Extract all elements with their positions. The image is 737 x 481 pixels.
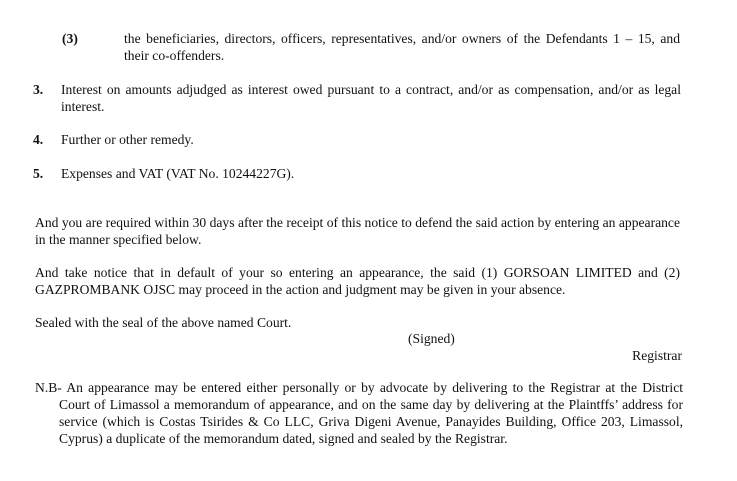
sub-item-number: (3) (62, 31, 78, 46)
item-4-text: Further or other remedy. (61, 132, 194, 147)
signed-mark: (Signed) (408, 331, 455, 346)
registrar-title: Registrar (632, 348, 682, 363)
item-5-number: 5. (33, 166, 44, 181)
sub-item-text: the beneficiaries, directors, officers, representatives, and/or owners of the Defendants 1 – 15, and their co-offenders. (124, 31, 680, 63)
default-paragraph: And take notice that in default of your so entering an appearance, the said (1) GORSOAN LIMITED and (2) GAZPROMBANK OJSC may proceed in the action and judgment may be given in your absence. (35, 265, 680, 297)
item-5-text: Expenses and VAT (VAT No. 10244227G). (61, 166, 295, 181)
sealed-paragraph: Sealed with the seal of the above named Court. (35, 315, 292, 330)
item-3-text: Interest on amounts adjudged as interest owed pursuant to a contract, and/or as compensation, and/or as legal interest. (61, 82, 681, 114)
nb-note (35, 379, 683, 447)
nb-text: An appearance may be entered either personally or by advocate by delivering to the Registrar at the District Court of Limassol a memorandum of appearance, and on the same day by delivering at the Plaintffs’ address for service (which is Costas Tsirides & Co LLC, Griva Digeni Avenue, Panayides Building, Office 203, Limassol, Cyprus) a duplicate of the memorandum dated, signed and sealed by the Registrar. (59, 380, 684, 446)
defend-paragraph: And you are required within 30 days after the receipt of this notice to defend the said action by entering an appearance in the manner specified below. (35, 215, 680, 247)
nb-label: N.B- (35, 380, 62, 395)
item-4-number: 4. (33, 132, 44, 147)
item-3-number: 3. (33, 82, 44, 97)
